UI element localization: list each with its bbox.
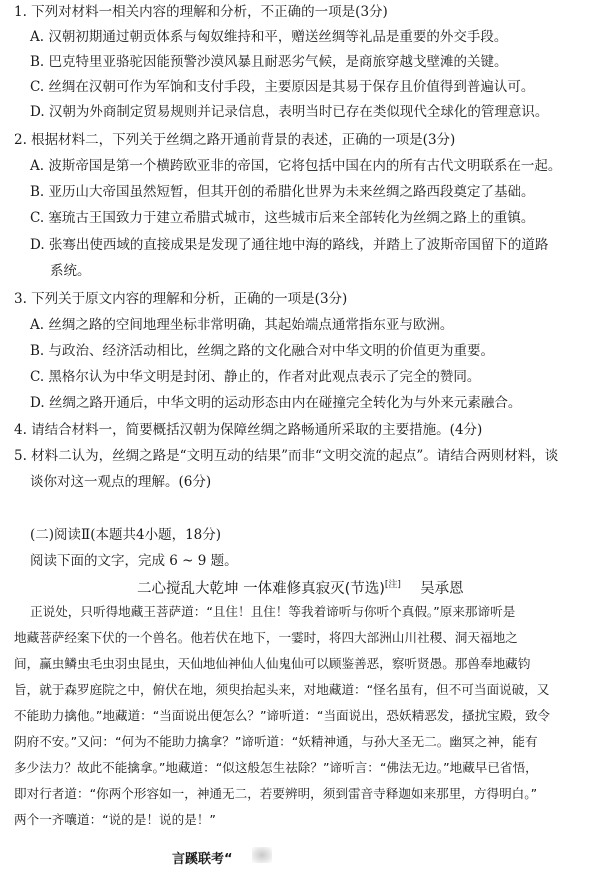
passage-line: 旨，就于森罗庭院之中，俯伏在地，须臾抬起头来，对地藏道：“怪名虽有，但不可当面说破，又 [14,682,550,697]
question-1-option-a: A. 汉朝初期通过朝贡体系与匈奴维持和平，赠送丝绸等礼品是重要的外交手段。 [30,29,508,45]
passage-line: 地藏菩萨经案下伏的一个兽名。他若伏在地下，一霎时，将四大部洲山川社稷、洞天福地之 [14,630,518,645]
question-4-stem: 4. 请结合材料一，简要概括汉朝为保障丝绸之路畅通所采取的主要措施。(4分) [14,422,483,438]
question-3-stem: 3. 下列关于原文内容的理解和分析，正确的一项是(3分) [14,291,348,307]
question-3-option-b: B. 与政治、经济活动相比，丝绸之路的文化融合对中华文明的价值更为重要。 [30,343,495,359]
question-3-option-d: D. 丝绸之路开通后，中华文明的运动形态由内在碰撞完全转化为与外来元素融合。 [30,395,522,411]
question-2-option-a: A. 波斯帝国是第一个横跨欧亚非的帝国，它将包括中国在内的所有古代文明联系在一起。 [30,158,562,174]
question-2-option-d-continued: 系统。 [50,263,91,279]
passage-title-note: [注] [384,580,401,590]
smudge-mark [252,847,272,863]
question-2-option-b: B. 亚历山大帝国虽然短暂，但其开创的希腊化世界为未来丝绸之路西段奠定了基础。 [30,184,535,200]
question-1-option-c: C. 丝绸在汉朝可作为军饷和支付手段，主要原因是其易于保存且价值得到普遍认可。 [30,79,535,95]
section-instruction: 阅读下面的文字，完成 6 ~ 9 题。 [30,553,238,569]
question-1-option-d: D. 汉朝为外商制定贸易规则并记录信息，表明当时已存在类似现代全球化的管理意识。 [30,104,549,120]
passage-author: 吴承恩 [420,580,464,597]
question-3-option-a: A. 丝绸之路的空间地理坐标非常明确，其起始端点通常指东亚与欧洲。 [30,317,454,333]
question-5-stem-continued: 谈你对这一观点的理解。(6分) [30,474,212,490]
passage-line: 不能助力擒他。”地藏道：“当面说出便怎么？”谛听道：“当面说出，恐妖精恶发，搔扰宝殿，致令 [14,708,551,723]
passage-line: 正说处，只听得地藏王菩萨道：“且住！且住！等我着谛听与你听个真假。”原来那谛听是 [30,604,516,619]
question-2-stem: 2. 根据材料二，下列关于丝绸之路开通前背景的表述，正确的一项是(3分) [14,132,456,148]
section-heading: (二)阅读Ⅱ(本题共4小题，18分) [30,527,222,543]
passage-line: 阴府不安。”又问：“何为不能助力擒拿？”谛听道：“妖精神通，与孙大圣无二。幽冥之神，能有 [14,734,538,749]
question-1-stem: 1. 下列对材料一相关内容的理解和分析，不正确的一项是(3分) [14,4,388,20]
passage-line: 多少法力？故此不能擒拿。”地藏道：“似这般怎生祛除？”谛听言：“佛法无边。”地藏早已省悟， [14,760,538,775]
passage-line: 间，赢虫鳞虫毛虫羽虫昆虫，天仙地仙神仙人仙鬼仙可以顾鉴善恶，察听贤愚。那兽奉地藏钧 [14,656,531,671]
question-2-option-c: C. 塞琉古王国致力于建立希腊式城市，这些城市后来全部转化为丝绸之路上的重镇。 [30,210,535,226]
exam-footer: 言蹊联考“ [172,852,233,867]
question-3-option-c: C. 黑格尔认为中华文明是封闭、静止的，作者对此观点表示了完全的赞同。 [30,369,481,385]
question-2-option-d: D. 张骞出使西域的直接成果是发现了通往地中海的路线，并踏上了波斯帝国留下的道路 [30,237,549,253]
question-5-stem: 5. 材料二认为，丝绸之路是“文明互动的结果”而非“文明交流的起点”。请结合两则材料，谈 [14,448,559,464]
passage-title [137,575,464,599]
question-1-option-b: B. 巴克特里亚骆驼因能预警沙漠风暴且耐恶劣气候，是商旅穿越戈壁滩的关键。 [30,54,508,70]
passage-title-text: 二心搅乱大乾坤 一体难修真寂灭(节选) [137,580,385,597]
passage-line: 两个一齐嚷道：“说的是！说的是！” [14,812,216,827]
passage-line: 即对行者道：“你两个形容如一，神通无二，若要辨明，须到雷音寺释迦如来那里，方得明白。” [14,786,538,801]
